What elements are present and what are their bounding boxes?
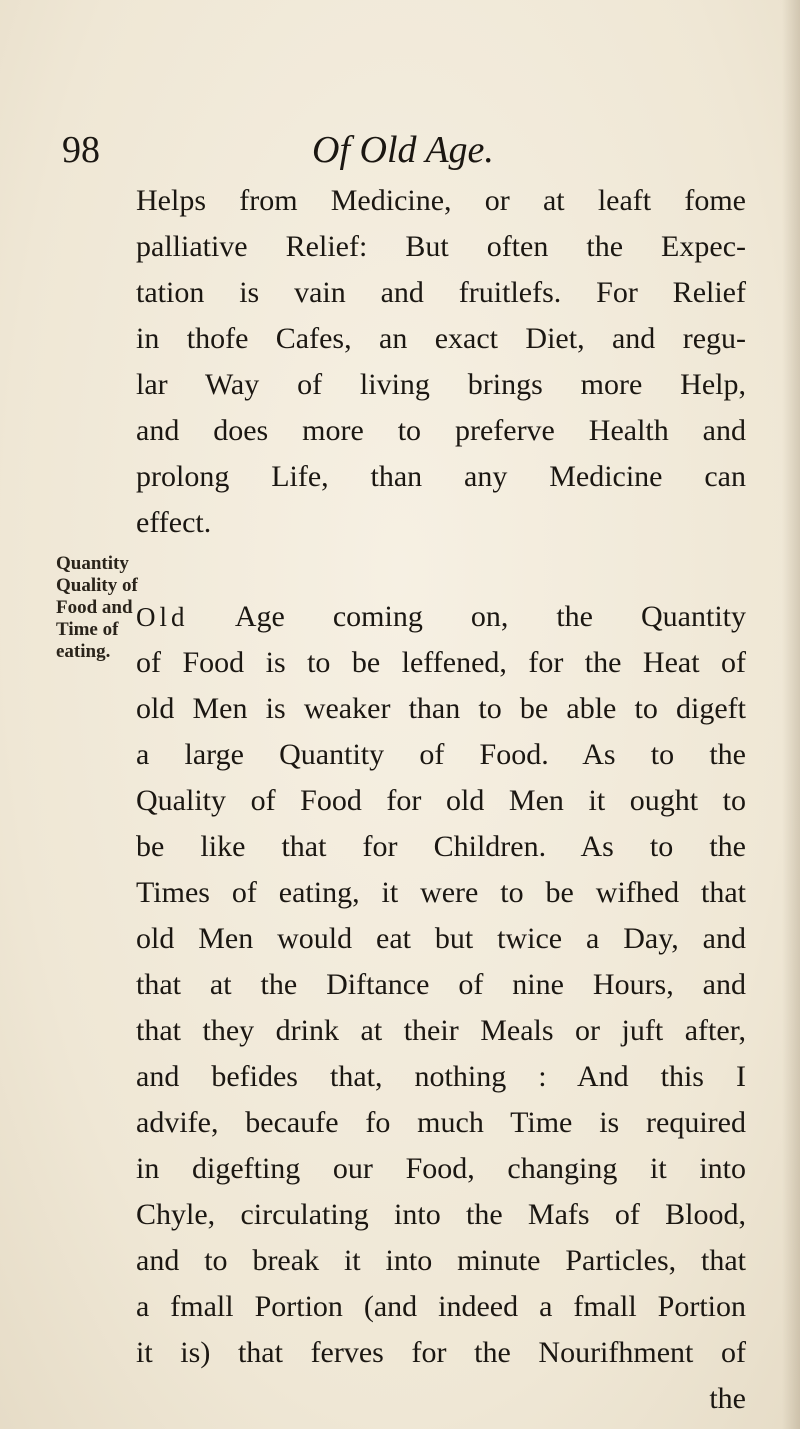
body-text bbox=[136, 178, 746, 1422]
margin-note-line: eating. bbox=[56, 641, 111, 662]
text-line: advife, becaufe fo much Time is required bbox=[136, 1106, 746, 1139]
text-line-first bbox=[136, 594, 746, 640]
text-line: in digefting our Food, changing it into bbox=[136, 1152, 746, 1185]
text-line: a large Quantity of Food. As to the bbox=[136, 738, 746, 771]
text-line: a fmall Portion (and indeed a fmall Portion bbox=[136, 1290, 746, 1323]
text-line: and to break it into minute Particles, that bbox=[136, 1244, 746, 1277]
text-line: Quality of Food for old Men it ought to bbox=[136, 784, 746, 817]
catchword: the bbox=[709, 1382, 746, 1415]
paragraph-2 bbox=[136, 594, 746, 1422]
page-header bbox=[62, 128, 762, 178]
text-line: palliative Relief: But often the Expec- bbox=[136, 230, 746, 263]
text-line: effect. bbox=[136, 506, 212, 539]
text-line: of Food is to be leffened, for the Heat of bbox=[136, 646, 746, 679]
page-edge-shadow bbox=[782, 0, 800, 1429]
paragraph-1 bbox=[136, 178, 746, 546]
text-line: be like that for Children. As to the bbox=[136, 830, 746, 863]
opening-small-caps: Old bbox=[136, 602, 189, 632]
margin-note-line: Quantity bbox=[56, 553, 129, 574]
first-line-rest: Age coming on, the Quantity bbox=[188, 600, 746, 633]
text-line: Times of eating, it were to be wifhed that bbox=[136, 876, 746, 909]
text-line: lar Way of living brings more Help, bbox=[136, 368, 746, 401]
text-line: old Men would eat but twice a Day, and bbox=[136, 922, 746, 955]
text-line: that at the Diftance of nine Hours, and bbox=[136, 968, 746, 1001]
text-line: prolong Life, than any Medicine can bbox=[136, 460, 746, 493]
text-line: and does more to preferve Health and bbox=[136, 414, 746, 447]
text-line: it is) that ferves for the Nourifhment of bbox=[136, 1336, 746, 1369]
text-line: Helps from Medicine, or at leaft fome bbox=[136, 184, 746, 217]
text-line: and befides that, nothing : And this I bbox=[136, 1060, 746, 1093]
text-line: that they drink at their Meals or juft after, bbox=[136, 1014, 746, 1047]
page-number: 98 bbox=[62, 129, 100, 171]
text-line: in thofe Cafes, an exact Diet, and regu- bbox=[136, 322, 746, 355]
text-line: Chyle, circulating into the Mafs of Blood, bbox=[136, 1198, 746, 1231]
margin-note-line: Time of bbox=[56, 619, 119, 640]
text-line: old Men is weaker than to be able to digeft bbox=[136, 692, 746, 725]
margin-note-line: Food and bbox=[56, 597, 133, 618]
margin-note-line: Quality of bbox=[56, 575, 138, 596]
running-head: Of Old Age. bbox=[312, 129, 494, 171]
text-line: tation is vain and fruitlefs. For Relief bbox=[136, 276, 746, 309]
margin-note bbox=[56, 553, 136, 663]
